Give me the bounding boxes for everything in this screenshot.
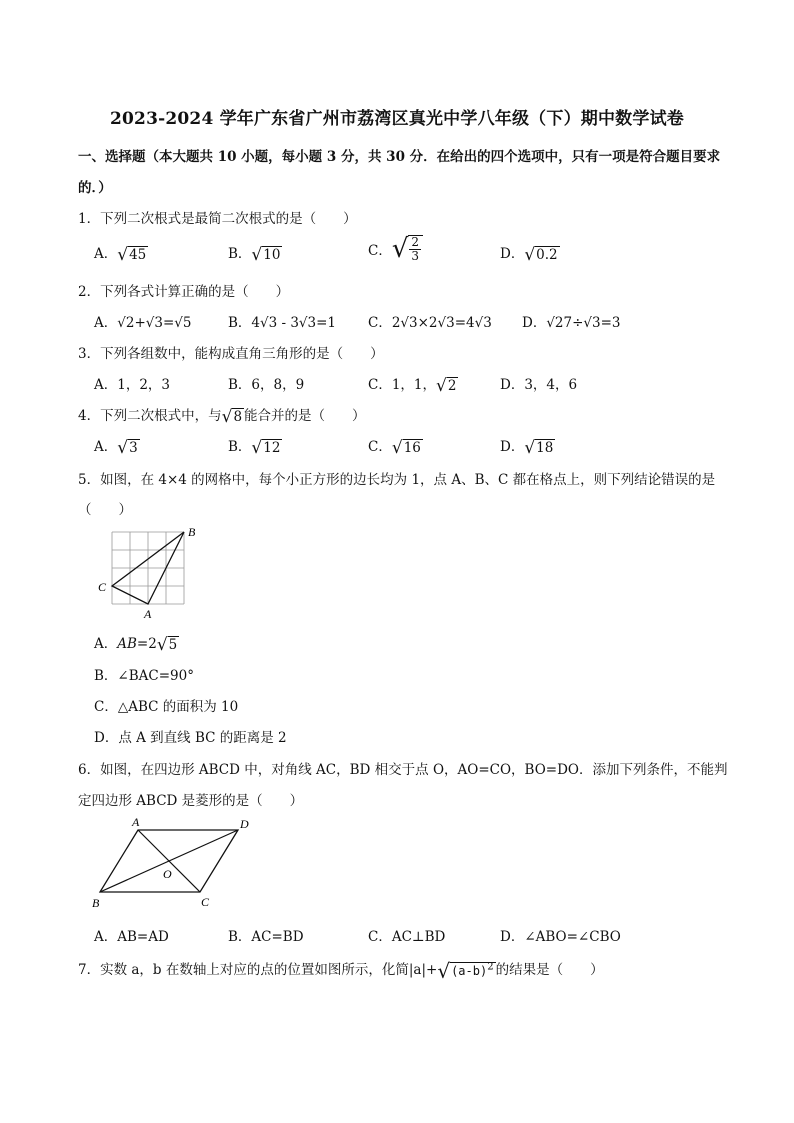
- q7-stem-pre: 7．实数 a，b 在数轴上对应的点的位置如图所示，化简|a|+: [78, 962, 438, 978]
- q4-option-c-radicand: 16: [403, 439, 421, 456]
- exam-title: 2023-2024 学年广东省广州市荔湾区真光中学八年级（下）期中数学试卷: [109, 109, 684, 129]
- sqrt-symbol: √8: [221, 406, 243, 427]
- grid-lines: [112, 532, 184, 604]
- q1-stem: 1．下列二次根式是最简二次根式的是（ ）: [78, 211, 357, 227]
- q3-option-b: B．6，8，9: [228, 377, 305, 393]
- point-label-a: A: [144, 607, 152, 621]
- q2-stem: 2．下列各式计算正确的是（ ）: [78, 284, 290, 300]
- fraction-numerator: 2: [411, 235, 420, 249]
- q1-option-b-label: B．: [228, 246, 252, 262]
- q4-stem: [78, 404, 366, 427]
- sqrt-symbol: √16: [391, 437, 421, 458]
- q4-option-a-label: A．: [94, 439, 118, 455]
- q5-option-a-label: A．: [94, 636, 118, 652]
- q1-option-d-label: D．: [500, 246, 525, 262]
- fraction-denominator: 3: [411, 249, 420, 263]
- center-label-o: O: [163, 867, 172, 881]
- vertex-label-a: A: [132, 815, 140, 829]
- q5-option-a-radicand: 5: [168, 636, 178, 653]
- q2-option-b: B．4√3 - 3√3=1: [228, 315, 337, 331]
- sqrt-symbol: √45: [117, 244, 147, 265]
- sqrt-symbol: √3: [117, 437, 138, 458]
- q6-stem-line1: 6．如图，在四边形 ABCD 中，对角线 AC，BD 相交于点 O，AO=CO，BO=DO．添加下列条件，不能判: [78, 762, 728, 778]
- q6-stem-line2: 定四边形 ABCD 是菱形的是（ ）: [78, 793, 304, 809]
- q4-option-a-radicand: 3: [129, 439, 138, 456]
- sqrt-symbol: √5: [156, 634, 178, 655]
- q4-option-b-label: B．: [228, 439, 252, 455]
- q3-option-d: D．3，4，6: [500, 377, 578, 393]
- vertex-label-d: D: [240, 817, 249, 831]
- sqrt-symbol: √2: [436, 375, 457, 396]
- sqrt-symbol: √10: [251, 244, 281, 265]
- q1-option-a: [94, 242, 148, 265]
- q5-option-d: D．点 A 到直线 BC 的距离是 2: [94, 730, 287, 746]
- q3-option-c: [368, 373, 458, 396]
- q5-grid-figure: [92, 522, 212, 622]
- q3-option-a: A．1，2，3: [94, 377, 171, 393]
- q2-option-c: C．2√3×2√3=4√3: [368, 315, 492, 331]
- q1-option-d: [500, 242, 560, 265]
- q4-stem-post: 能合并的是（ ）: [244, 408, 366, 424]
- q6-option-c: C．AC⊥BD: [368, 929, 446, 945]
- q4-option-b-radicand: 12: [263, 439, 281, 456]
- q7-radicand-text: (a-b): [451, 964, 488, 979]
- q5-stem-line2: （ ）: [78, 502, 132, 518]
- q4-stem-pre: 4．下列二次根式中，与: [78, 408, 222, 424]
- q4-option-b: [228, 435, 282, 458]
- q4-option-d-radicand: 18: [536, 439, 554, 456]
- q1-option-d-radicand: 0.2: [536, 246, 558, 263]
- point-label-b: B: [188, 525, 196, 539]
- q1-option-c: [368, 234, 423, 264]
- q5-option-b: B．∠BAC=90°: [94, 668, 194, 684]
- diagonal-bd: [100, 830, 238, 892]
- q1-option-c-label: C．: [368, 243, 392, 259]
- q2-option-a: A．√2+√3=√5: [94, 315, 192, 331]
- q4-stem-radicand: 8: [233, 408, 243, 425]
- q6-option-d: D．∠ABO=∠CBO: [500, 929, 621, 945]
- q7-exponent: 2: [487, 961, 494, 973]
- q1-option-b: [228, 242, 282, 265]
- q7-stem-post: 的结果是（ ）: [495, 962, 604, 978]
- section-heading-line1: 一、选择题（本大题共 10 小题，每小题 3 分，共 30 分．在给出的四个选项中，只有一项是符合题目要求: [78, 149, 721, 165]
- q4-option-d-label: D．: [500, 439, 525, 455]
- point-label-c: C: [98, 580, 107, 594]
- q6-option-a: A．AB=AD: [94, 929, 169, 945]
- sqrt-symbol: $√(a-b)^2$: [437, 958, 494, 983]
- sqrt-symbol: √18: [524, 437, 554, 458]
- q7-stem-radicand: [450, 962, 496, 979]
- sqrt-symbol: √ $\frac{2}{3}$: [392, 234, 423, 264]
- q4-option-c-label: C．: [368, 439, 392, 455]
- q5-option-a-eq: =2: [136, 636, 157, 652]
- q1-option-b-radicand: 10: [263, 246, 281, 263]
- q5-option-c: C．△ABC 的面积为 10: [94, 699, 239, 715]
- q1-option-a-radicand: 45: [129, 246, 147, 263]
- q5-option-a: [94, 632, 179, 655]
- q4-option-a: [94, 435, 140, 458]
- q5-option-a-segment: AB: [117, 636, 137, 652]
- q7-stem: [78, 958, 604, 983]
- q3-stem: 3．下列各组数中，能构成直角三角形的是（ ）: [78, 346, 384, 362]
- vertex-label-c: C: [201, 895, 210, 909]
- q5-stem-line1: 5．如图，在 4×4 的网格中，每个小正方形的边长均为 1，点 A、B、C 都在格点上，则下列结论错误的是: [78, 472, 716, 488]
- sqrt-symbol: √0.2: [524, 244, 558, 265]
- vertex-label-b: B: [92, 896, 100, 910]
- sqrt-symbol: √12: [251, 437, 281, 458]
- q1-option-c-fraction: [408, 235, 423, 263]
- q4-option-d: [500, 435, 555, 458]
- q3-option-c-label: C．1，1，: [368, 377, 437, 393]
- q1-option-a-label: A．: [94, 246, 118, 262]
- q2-option-d: D．√27÷√3=3: [522, 315, 621, 331]
- q3-option-c-radicand: 2: [447, 377, 457, 394]
- section-heading-line2: 的．）: [78, 180, 112, 196]
- q6-parallelogram-figure: [88, 814, 263, 914]
- q4-option-c: [368, 435, 423, 458]
- q6-option-b: B．AC=BD: [228, 929, 304, 945]
